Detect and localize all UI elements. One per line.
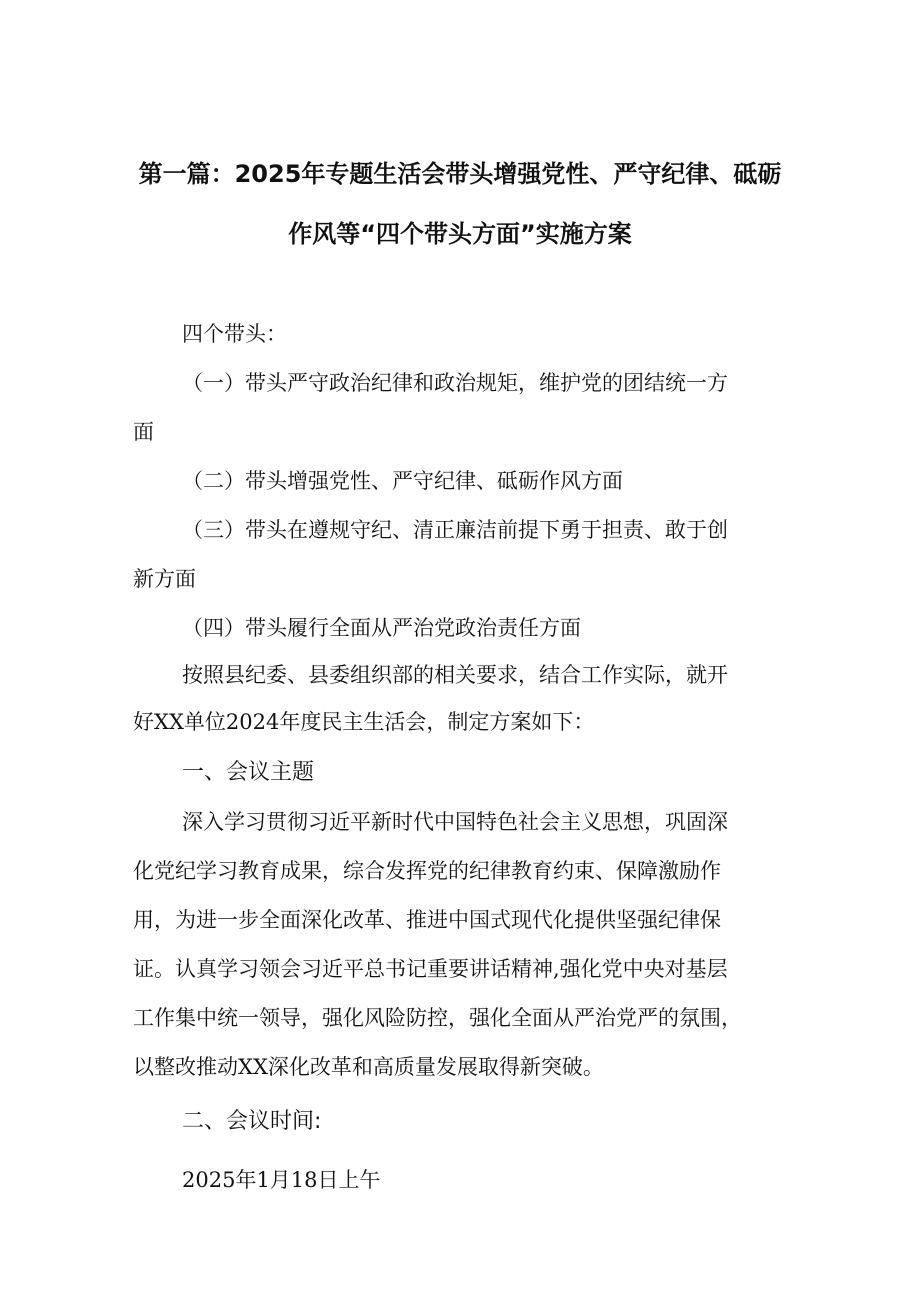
section-1-heading: 一、会议主题	[182, 760, 315, 785]
item-3-line-2: 新方面	[133, 567, 196, 591]
section-1-line-3: 用，为进一步全面深化改革、推进中国式现代化提供坚强纪律保	[133, 908, 721, 932]
preamble-line-2: 好XX单位2024年度民主生活会，制定方案如下：	[133, 710, 595, 734]
section-2-heading: 二、会议时间:	[182, 1109, 322, 1134]
document-title-line-1: 第一篇：2025年专题生活会带头增强党性、严守纪律、砥砺	[138, 160, 782, 188]
preamble-line-1: 按照县纪委、县委组织部的相关要求，结合工作实际，就开	[182, 663, 728, 687]
item-2: （二）带头增强党性、严守纪律、砥砺作风方面	[182, 469, 623, 493]
section-1-line-4: 证。认真学习领会习近平总书记重要讲话精神,强化党中央对基层	[133, 957, 728, 981]
section-1-line-5: 工作集中统一领导，强化风险防控，强化全面从严治党严的氛围，	[133, 1006, 742, 1030]
section-1-line-2: 化党纪学习教育成果，综合发挥党的纪律教育约束、保障激励作	[133, 859, 721, 883]
intro-label: 四个带头：	[182, 322, 287, 346]
item-3-line-1: （三）带头在遵规守纪、清正廉洁前提下勇于担责、敢于创	[182, 518, 728, 542]
meeting-date: 2025年1月18日上午	[182, 1168, 381, 1192]
document-title-line-2: 作风等“四个带头方面”实施方案	[288, 220, 632, 248]
item-1-line-2: 面	[133, 420, 154, 444]
section-1-line-6: 以整改推动XX深化改革和高质量发展取得新突破。	[133, 1055, 604, 1079]
item-1-line-1: （一）带头严守政治纪律和政治规矩，维护党的团结统一方	[182, 371, 728, 395]
section-1-line-1: 深入学习贯彻习近平新时代中国特色社会主义思想，巩固深	[182, 810, 728, 834]
item-4: （四）带头履行全面从严治党政治责任方面	[182, 616, 581, 640]
